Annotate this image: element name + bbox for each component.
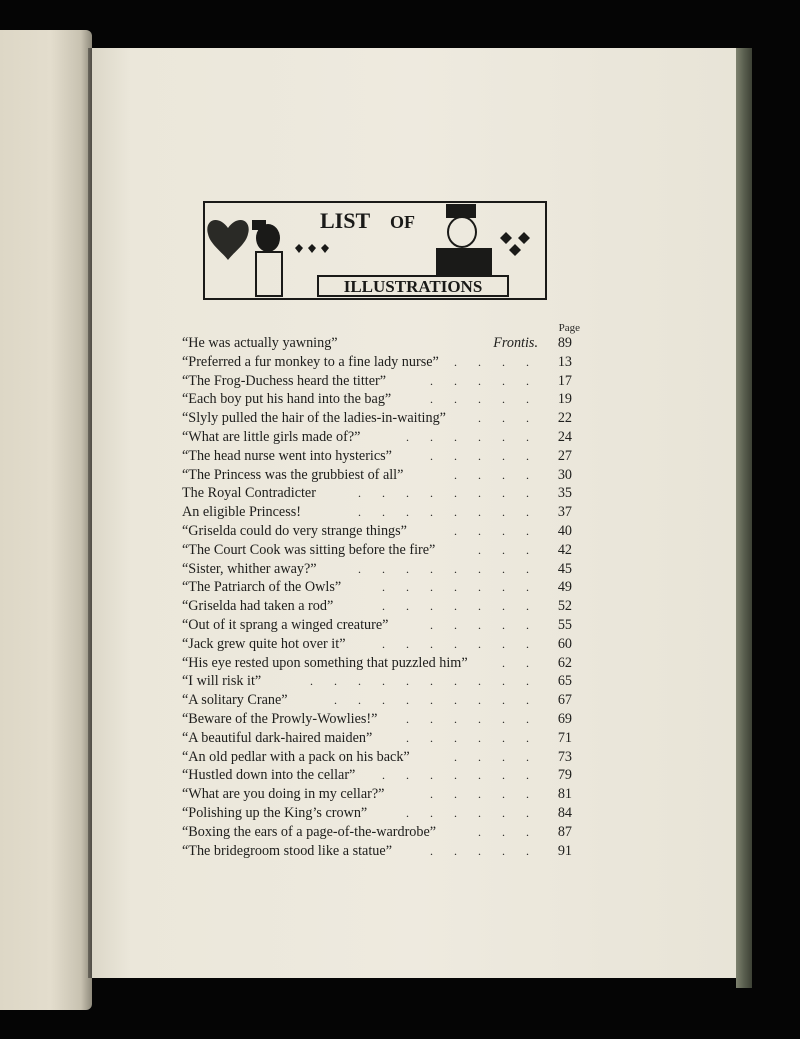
header-word-of: OF: [390, 212, 415, 232]
illustration-title: An eligible Princess!: [182, 504, 301, 521]
king-head: [448, 217, 476, 247]
illustration-title: “Jack grew quite hot over it”: [182, 635, 346, 652]
list-item: [182, 578, 572, 597]
small-hearts-icon: [295, 244, 329, 253]
leader-dots: . . . .: [454, 749, 538, 764]
spade-pattern-icon: [500, 232, 530, 256]
figure-body-left: [256, 252, 282, 296]
page-number: 65: [557, 673, 572, 690]
leader-dots: . . . . . . .: [382, 599, 538, 614]
page-number: 91: [557, 842, 572, 859]
page-number: 55: [557, 616, 572, 633]
list-item: [182, 616, 572, 635]
leader-dots: . . .: [478, 824, 538, 839]
list-item: [182, 842, 572, 861]
leader-dots: . . . . .: [430, 392, 538, 407]
list-item: [182, 334, 572, 353]
illustration-title: “Griselda could do very strange things”: [182, 522, 407, 539]
leader-dots: . . . . . . .: [382, 580, 538, 595]
illustration-title: “An old pedlar with a pack on his back”: [182, 748, 410, 765]
leader-dots: . . . . . . . .: [358, 486, 538, 501]
leader-dots: . . . . . .: [406, 805, 538, 820]
list-item: [182, 710, 572, 729]
figure-head-left: [256, 224, 280, 252]
page-number: 89: [557, 335, 572, 351]
list-item: [182, 785, 572, 804]
leader-dots: . . . .: [454, 467, 538, 482]
page-number: 79: [557, 767, 572, 784]
leader-dots: . . . . . . . . . .: [310, 674, 538, 689]
leader-dots: . . . . .: [430, 787, 538, 802]
list-item: [182, 635, 572, 654]
illustration-title: “The bridegroom stood like a statue”: [182, 842, 392, 859]
list-item: [182, 390, 572, 409]
illustration-title: “Hustled down into the cellar”: [182, 767, 356, 784]
leader-dots: . . . . . . .: [382, 636, 538, 651]
illustration-title: “The head nurse went into hysterics”: [182, 447, 392, 464]
list-item: [182, 804, 572, 823]
page-number: 52: [557, 598, 572, 615]
page-number: 42: [557, 541, 572, 558]
list-item: [182, 466, 572, 485]
list-of-illustrations-header: [200, 198, 550, 303]
left-page: [0, 30, 92, 1010]
illustration-title: “His eye rested upon something that puzzled him”: [182, 654, 468, 671]
illustration-title: “Griselda had taken a rod”: [182, 598, 334, 615]
list-item: [182, 823, 572, 842]
list-item: [182, 484, 572, 503]
leader-dots: . . . . . .: [406, 730, 538, 745]
page-number: 87: [557, 823, 572, 840]
illustrations-list: [182, 334, 572, 860]
frontis-label: Frontis.: [493, 335, 538, 351]
page-number: 22: [557, 410, 572, 427]
illustration-title: “I will risk it”: [182, 673, 262, 690]
list-item: [182, 541, 572, 560]
page-number: 30: [557, 466, 572, 483]
leader-dots: . . . . . . . .: [358, 561, 538, 576]
leader-dots: . . .: [478, 542, 538, 557]
list-item: [182, 428, 572, 447]
page-number: 37: [557, 504, 572, 521]
list-item: [182, 447, 572, 466]
list-item: [182, 748, 572, 767]
heart-icon: [207, 220, 248, 260]
list-item: [182, 560, 572, 579]
leader-dots: . . . . . . . .: [358, 505, 538, 520]
list-item: [182, 766, 572, 785]
illustration-title: “The Court Cook was sitting before the fire”: [182, 541, 436, 558]
illustration-title: “Each boy put his hand into the bag”: [182, 391, 392, 408]
leader-dots: . . . . .: [430, 448, 538, 463]
king-crown-icon: [446, 204, 476, 218]
list-item: [182, 691, 572, 710]
list-item: [182, 597, 572, 616]
header-word-illustrations: ILLUSTRATIONS: [343, 277, 483, 296]
page-number: 40: [557, 522, 572, 539]
illustration-title: “The Frog-Duchess heard the titter”: [182, 372, 387, 389]
page-number: 17: [557, 372, 572, 389]
list-item: [182, 729, 572, 748]
cover-edge: [736, 48, 752, 988]
illustration-title: “What are you doing in my cellar?”: [182, 786, 385, 803]
leader-dots: . . . .: [454, 523, 538, 538]
leader-dots: . . . .: [454, 354, 538, 369]
illustration-title: “Out of it sprang a winged creature”: [182, 616, 389, 633]
illustration-title: “He was actually yawning”: [182, 335, 338, 351]
illustration-title: “A beautiful dark-haired maiden”: [182, 729, 373, 746]
leader-dots: . . . . .: [430, 843, 538, 858]
leader-dots: . . . . . .: [406, 711, 538, 726]
header-word-list: LIST: [320, 208, 371, 233]
leader-dots: . . . . .: [430, 373, 538, 388]
list-item: [182, 503, 572, 522]
leader-dots: . . . . . . .: [382, 768, 538, 783]
page-number: 35: [557, 485, 572, 502]
page-number: 71: [557, 729, 572, 746]
page-number: 27: [557, 447, 572, 464]
leader-dots: . . .: [478, 411, 538, 426]
list-item: [182, 654, 572, 673]
page-number: 19: [557, 391, 572, 408]
leader-dots: . . . . . . . . .: [334, 693, 538, 708]
page-number: 13: [557, 353, 572, 370]
page-number: 67: [557, 692, 572, 709]
illustration-title: “A solitary Crane”: [182, 692, 288, 709]
illustration-title: “Preferred a fur monkey to a fine lady nurse”: [182, 353, 439, 370]
illustration-title: “The Patriarch of the Owls”: [182, 579, 342, 596]
illustration-title: “Sister, whither away?”: [182, 560, 317, 577]
illustration-title: The Royal Contradicter: [182, 485, 316, 502]
page-number: 24: [557, 428, 572, 445]
list-item: [182, 353, 572, 372]
king-robe: [436, 248, 492, 276]
page-number: 84: [557, 804, 572, 821]
illustration-title: “Slyly pulled the hair of the ladies-in-waiting”: [182, 410, 446, 427]
leader-dots: . . . . .: [430, 617, 538, 632]
page-number: 69: [557, 710, 572, 727]
page-number: 62: [557, 654, 572, 671]
page-number: 81: [557, 786, 572, 803]
page-number: 73: [557, 748, 572, 765]
illustration-title: “The Princess was the grubbiest of all”: [182, 466, 404, 483]
page-column-header: Page: [558, 322, 580, 334]
leader-dots: . . . . . .: [406, 429, 538, 444]
illustration-title: “Polishing up the King’s crown”: [182, 804, 368, 821]
page-number: 49: [557, 579, 572, 596]
list-item: [182, 372, 572, 391]
illustration-title: “Beware of the Prowly-Wowlies!”: [182, 710, 378, 727]
list-item: [182, 409, 572, 428]
page-number: 45: [557, 560, 572, 577]
leader-dots: . .: [502, 655, 538, 670]
list-item: [182, 672, 572, 691]
illustration-title: “Boxing the ears of a page-of-the-wardrobe”: [182, 823, 437, 840]
list-item: [182, 522, 572, 541]
illustration-title: “What are little girls made of?”: [182, 428, 361, 445]
page-number: 60: [557, 635, 572, 652]
